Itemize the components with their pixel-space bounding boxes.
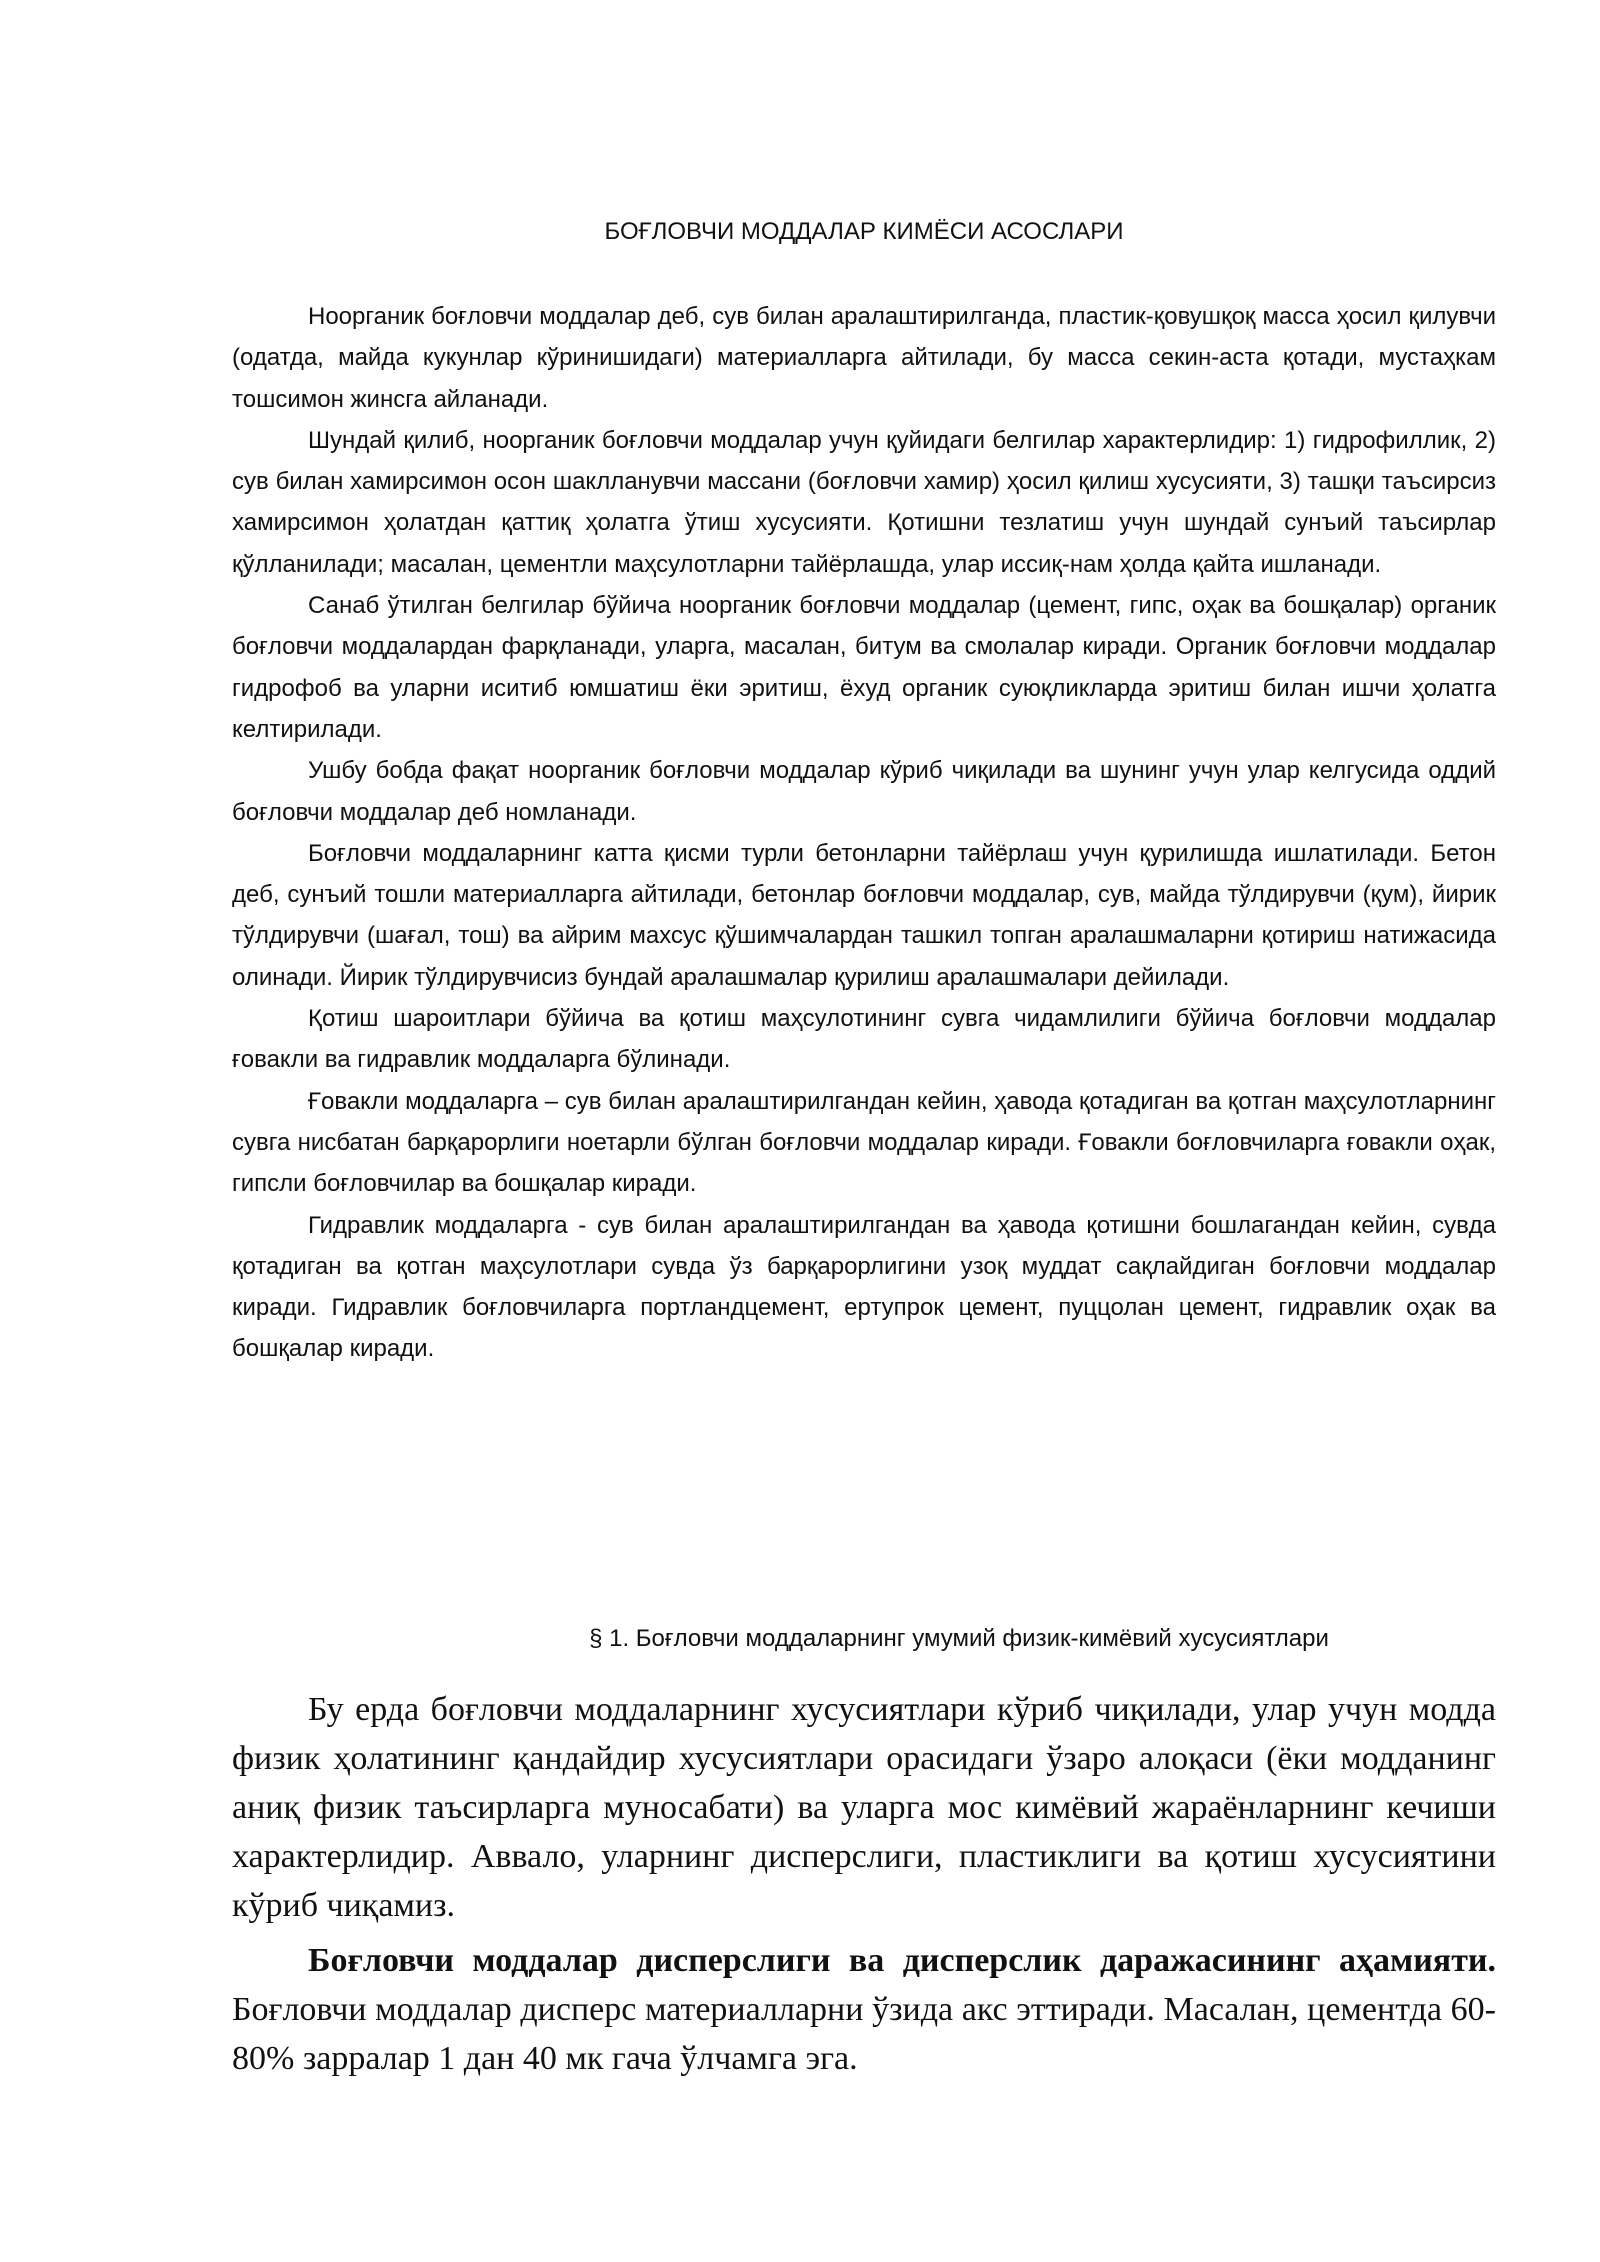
document-title: БОҒЛОВЧИ МОДДАЛАР КИМЁСИ АСОСЛАРИ — [604, 218, 1124, 245]
paragraph: Ноорганик боғловчи моддалар деб, сув билан аралаштирилганда, пластик-қовушқоқ масса ҳосил қилувчи (одатда, майда кукунлар кўринишидаги) материалларга айтилади, бу масса секин-аста қотади, мустаҳкам тошсимон жинсга айланади. — [232, 303, 1496, 413]
paragraph: Ушбу бобда фақат ноорганик боғловчи моддалар кўриб чиқилади ва шунинг учун улар келгусида оддий боғловчи моддалар деб номланади. — [232, 757, 1496, 826]
paragraph-rest: Боғловчи моддалар дисперс материалларни ўзида акс эттиради. Масалан, цементда 60-80% зарралар 1 дан 40 мк гача ўлчамга эга. — [232, 1991, 1496, 2077]
intro-text — [232, 296, 1496, 1370]
paragraph: Санаб ўтилган белгилар бўйича ноорганик боғловчи моддалар (цемент, гипс, оҳак ва бошқалар) органик боғловчи моддалардан фарқланади, уларга, масалан, битум ва смолалар киради. Органик боғловчи моддалар гидрофоб ва уларни иситиб юмшатиш ёки эритиш, ёхуд органик суюқликларда эритиш билан ишчи ҳолатга келтирилади. — [232, 592, 1496, 743]
bold-lead-in: Боғловчи моддалар дисперслиги ва дисперслик даражасининг аҳамияти. — [308, 1942, 1496, 1979]
paragraph: Қотиш шароитлари бўйича ва қотиш маҳсулотининг сувга чидамлилиги бўйича боғловчи моддалар ғовакли ва гидравлик моддаларга бўлинади. — [232, 1005, 1496, 1074]
paragraph: Шундай қилиб, ноорганик боғловчи моддалар учун қуйидаги белгилар характерлидир: 1) гидрофиллик, 2) сув билан хамирсимон осон шаклланувчи массани (боғловчи хамир) ҳосил қилиш хусусияти, 3) ташқи таъсирсиз хамирсимон ҳолатдан қаттиқ ҳолатга ўтиш хусусияти. Қотишни тезлатиш учун шундай сунъий таъсирлар қўлланилади; масалан, цементли маҳсулотларни тайёрлашда, улар иссиқ-нам ҳолда қайта ишланади. — [232, 426, 1496, 578]
paragraph: Гидравлик моддаларга - сув билан аралаштирилгандан ва ҳавода қотишни бошлагандан кейин, сувда қотадиган ва қотган маҳсулотлари сувда ўз барқарорлигини узоқ муддат сақлайдиган боғловчи моддалар киради. Гидравлик боғловчиларга портландцемент, ертупрок цемент, пуццолан цемент, гидравлик оҳак ва бошқалар киради. — [232, 1211, 1496, 1363]
paragraph: Боғловчи моддаларнинг катта қисми турли бетонларни тайёрлаш учун қурилишда ишлатилади. Бетон деб, сунъий тошли материалларга айтилади, бетонлар боғловчи моддалар, сув, майда тўлдирувчи (қум), йирик тўлдирувчи (шағал, тош) ва айрим махсус қўшимчалардан ташкил топган аралашмаларни қотириш натижасида олинади. Йирик тўлдирувчисиз бундай аралашмалар қурилиш аралашмалари дейилади. — [232, 839, 1496, 991]
section-title: § 1. Боғловчи моддаларнинг умумий физик-кимёвий хусусиятлари — [589, 1625, 1329, 1652]
section-paragraph — [232, 1936, 1496, 2083]
section-paragraph: Бу ерда боғловчи моддаларнинг хусусиятлари кўриб чиқилади, улар учун модда физик ҳолатининг қандайдир хусусиятлари орасидаги ўзаро алоқаси (ёки модданинг аниқ физик таъсирларга муносабати) ва уларга мос кимёвий жараёнларнинг кечиши характерлидир. Аввало, уларнинг дисперслиги, пластиклиги ва қотиш хусусиятини кўриб чиқамиз. — [232, 1691, 1496, 1924]
section-text — [232, 1685, 1496, 2089]
paragraph: Ғовакли моддаларга – сув билан аралаштирилгандан кейин, ҳавода қотадиган ва қотган маҳсулотларнинг сувга нисбатан барқарорлиги ноетарли бўлган боғловчи моддалар киради. Ғовакли боғловчиларга ғовакли оҳак, гипсли боғловчилар ва бошқалар киради. — [232, 1087, 1496, 1198]
